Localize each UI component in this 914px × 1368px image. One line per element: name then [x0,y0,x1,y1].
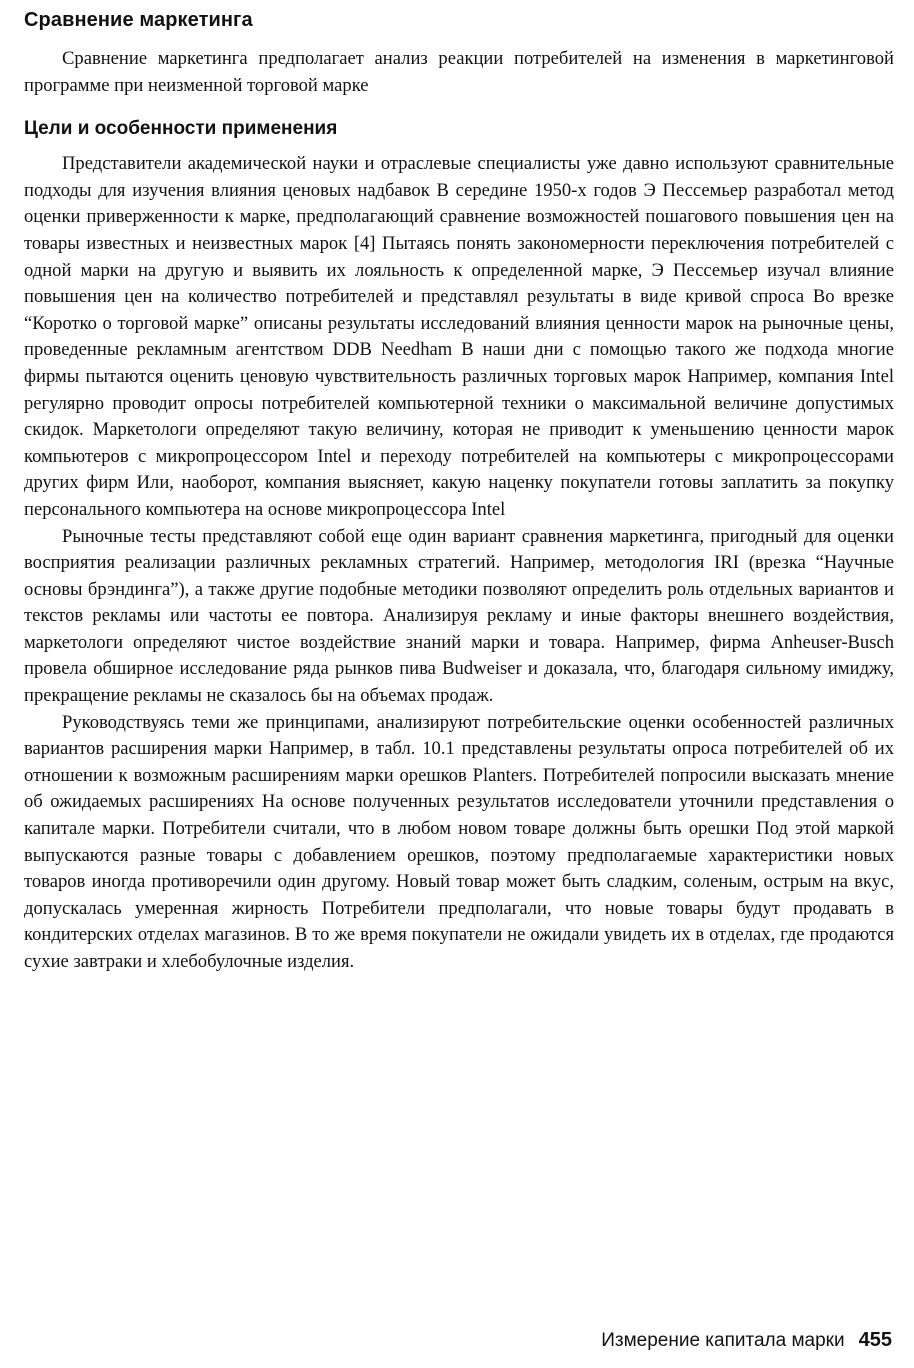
intro-paragraph: Сравнение маркетинга предполагает анализ реакции потребителей на изменения в маркетинговой программе при неизменной торговой марке [24,48,894,96]
page-footer [601,1328,892,1353]
subsection-title: Цели и особенности применения [24,118,338,140]
body-paragraph-3: Руководствуясь теми же принципами, анализируют потребительские оценки особенностей различных вариантов расширения марки Например, в табл. 10.1 представлены результаты опроса потребителей об их отношении к возможным расширениям марки орешков Planters. Потребителей попросили высказать мнение об ожидаемых расширениях На основе полученных результатов исследователи уточнили представления о капитале марки. Потребители считали, что в любом новом товаре должны быть орешки Под этой маркой выпускаются разные товары с добавлением орешков, поэтому предполагаемые характеристики новых товаров иногда противоречили один другому. Новый товар может быть сладким, соленым, острым на вкус, допускалась умеренная жирность Потребители предполагали, что новые товары будут продавать в кондитерских отделах магазинов. В то же время покупатели не ожидали увидеть их в отделах, где продаются сухие завтраки и хлебобулочные изделия. [24,711,894,972]
running-title: Измерение капитала марки [601,1330,845,1351]
body-paragraph-1: Представители академической науки и отраслевые специалисты уже давно используют сравнительные подходы для изучения влияния ценовых надбавок В середине 1950-х годов Э Пессемьер разработал метод оценки приверженности к марке, предполагающий сравнение возможностей пошагового повышения цен на товары известных и неизвестных марок [4] Пытаясь понять закономерности переключения потребителей с одной марки на другую и выявить их лояльность к определенной марке, Э Пессемьер изучал влияние повышения цен на количество потребителей и представлял результаты в виде кривой спроса Во врезке “Коротко о торговой марке” описаны результаты исследований влияния ценности марок на рыночные цены, проведенные рекламным агентством DDB Needham В наши дни с помощью такого же подхода многие фирмы пытаются оценить ценовую чувствительность различных торговых марок Например, компания Intel регулярно проводит опросы потребителей компьютерной техники о максимальной величине допустимых скидок. Маркетологи определяют такую величину, которая не приводит к уменьшению ценности марок компьютеров с микропроцессором Intel и переходу потребителей на компьютеры с микропроцессорами других фирм Или, наоборот, компания выясняет, какую наценку покупатели готовы заплатить за покупку персонального компьютера на основе микропроцессора Intel [24,153,894,520]
body-paragraph-2: Рыночные тесты представляют собой еще один вариант сравнения маркетинга, пригодный для оценки восприятия реализации различных рекламных стратегий. Например, методология IRI (врезка “Научные основы брэндинга”), а также другие подобные методики позволяют определить роль отдельных вариантов и текстов рекламы или частоты ее повтора. Анализируя рекламу и иные факторы внешнего воздействия, маркетологи определяют чистое воздействие знаний марки и товара. Например, фирма Anheuser-Busch провела обширное исследование ряда рынков пива Budweiser и доказала, что, благодаря сильному имиджу, прекращение рекламы не сказалось бы на объемах продаж. [24,525,894,707]
section-title: Сравнение маркетинга [24,9,253,31]
page-number: 455 [858,1329,892,1351]
